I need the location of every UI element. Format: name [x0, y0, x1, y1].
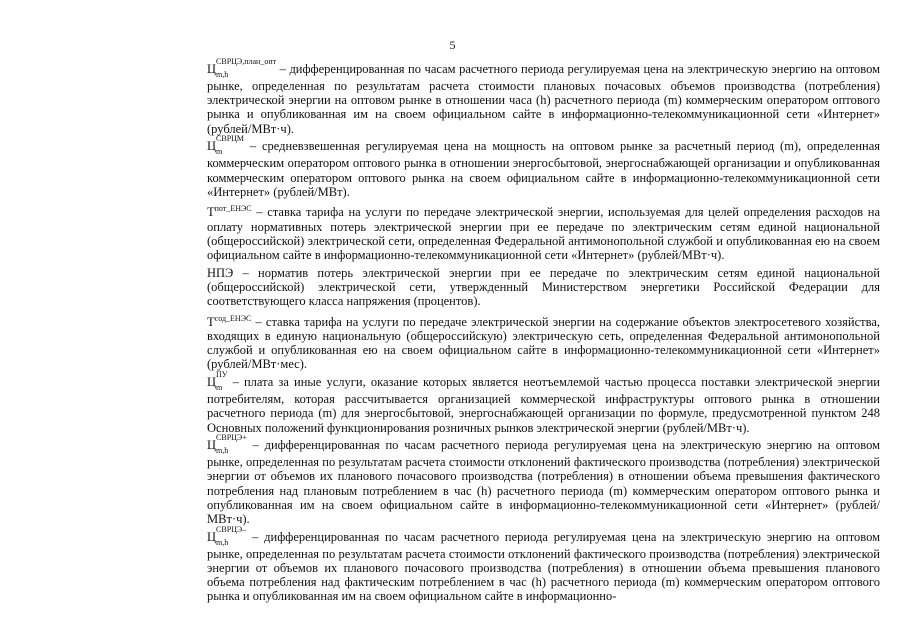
- symbol-subscript: m: [216, 147, 223, 157]
- formula-symbol: Ц СВРЦМ m: [207, 134, 245, 157]
- definition-paragraph: [207, 370, 880, 435]
- definition-text: – дифференцированная по часам расчетного периода регулируемая цена на электрическую энергию на оптовом рынке, определенная по результатам расчета стоимости отклонений фактического производства (потребления) электрической энергии от объемов их планового почасового производства (потребления) в отношении объема превышения планового объема потребления над фактическим потреблением в час (h) расчетного периода (m) коммерческим оператором оптового рынка и опубликованная им на своем официальном сайте в информационно-: [207, 529, 880, 604]
- definition-paragraph: [207, 202, 880, 262]
- symbol-subscript: m,h: [216, 537, 229, 547]
- formula-symbol: Ц СВРЦЭ+ m,h: [207, 433, 247, 456]
- symbol-subscript: m: [216, 383, 223, 393]
- symbol-superscript: пот_ЕНЭС: [214, 204, 252, 214]
- symbol-subscript: m,h: [216, 70, 229, 79]
- definition-text: – плата за иные услуги, оказание которых является неотъемлемой частью процесса поставки электрической энергии потребителям, которая рассчитывается организацией коммерческой инфраструктуры оптового рынка в отношении расчетного периода (m) для энергосбытовой, энергоснабжающей организации по формуле, предусмотренной пунктом 248 Основных положений функционирования розничных рынков электрической энергии (рублей/МВт·ч).: [207, 375, 880, 435]
- definition-paragraph: [207, 312, 880, 372]
- symbol-subscript: m,h: [216, 446, 229, 456]
- definition-paragraph: [207, 433, 880, 527]
- page-number: 5: [449, 38, 456, 52]
- symbol-superscript: СВРЦМ: [216, 134, 245, 144]
- definition-text: – дифференцированная по часам расчетного периода регулируемая цена на электрическую энергию на оптовом рынке, определенная по результатам расчета стоимости отклонений фактического производства (потребления) электрической энергии от объемов их планового почасового производства (потребления) в отношении объема превышения фактического потребления над плановым потреблением в час (h) расчетного периода (m) коммерческим оператором оптового рынка и опубликованная им на своем официальном сайте в информационно-телекоммуникационной сети «Интернет» (рублей/МВт·ч).: [207, 438, 880, 527]
- definition-text: – дифференцированная по часам расчетного периода регулируемая цена на электрическую энергию на оптовом рынке, определенная по результатам расчета стоимости плановых почасовых объемов производства (потребления) электрической энергии на оптовом рынке в отношении часа (h) расчетного периода (m) коммерческим оператором оптового рынка и опубликованная им на своем официальном сайте в информационно-телекоммуникационной сети «Интернет» (рублей/МВт·ч).: [207, 62, 880, 136]
- symbol-superscript: СВРЦЭ,план_опт: [216, 57, 277, 66]
- definition-paragraph: [207, 57, 880, 136]
- formula-symbol: $Т^{пот\_ЕНЭС}$: [207, 204, 252, 220]
- formula-symbol: Ц СВРЦЭ,план_опт m,h: [207, 57, 277, 79]
- definition-text: – ставка тарифа на услуги по передаче электрической энергии, используемая для целей определения расходов на оплату нормативных потерь электрической энергии при ее передаче по электрическим сетям единой национальной (общероссийской) электрической сети, определенная Федеральной антимонопольной службой и опубликованная ею на своем официальном сайте в информационно-телекоммуникационной сети «Интернет» (рублей/МВт·ч).: [207, 205, 880, 263]
- definitions-list: [207, 57, 880, 607]
- definition-text: – средневзвешенная регулируемая цена на мощность на оптовом рынке за расчетный период (m), определенная коммерческим оператором оптового рынка в отношении энергосбытовой, энергоснабжающей организации и опубликованная коммерческим оператором оптового рынка на своем официальном сайте в информационно-телекоммуникационной сети «Интернет» (рублей/МВт).: [207, 139, 880, 199]
- symbol-superscript: ПУ: [216, 370, 228, 380]
- definition-paragraph: [207, 134, 880, 199]
- definition-text: – норматив потерь электрической энергии при ее передаче по электрическим сетям единой национальной (общероссийской) электрической сети, утвержденный Министерством энергетики Российской Федерации для соответствующего класса напряжения (процентов).: [207, 265, 880, 309]
- formula-symbol: Ц СВРЦЭ– m,h: [207, 524, 247, 547]
- symbol-superscript: СВРЦЭ–: [216, 524, 247, 534]
- definition-paragraph: [207, 266, 880, 309]
- formula-symbol: Ц ПУ m: [207, 370, 228, 393]
- symbol-superscript: СВРЦЭ+: [216, 433, 247, 443]
- formula-symbol: $Т^{сод\_ЕНЭС}$: [207, 313, 252, 329]
- symbol-superscript: сод_ЕНЭС: [214, 313, 252, 323]
- formula-symbol: НПЭ: [207, 265, 234, 280]
- definition-text: – ставка тарифа на услуги по передаче электрической энергии на содержание объектов электросетевого хозяйства, входящих в единую национальную (общероссийскую) электрическую сеть, определенная Федеральной антимонопольной службой и опубликованная ею на своем официальном сайте в информационно-телекоммуникационной сети «Интернет» (рублей/МВт·мес).: [207, 314, 880, 372]
- definition-paragraph: [207, 524, 880, 604]
